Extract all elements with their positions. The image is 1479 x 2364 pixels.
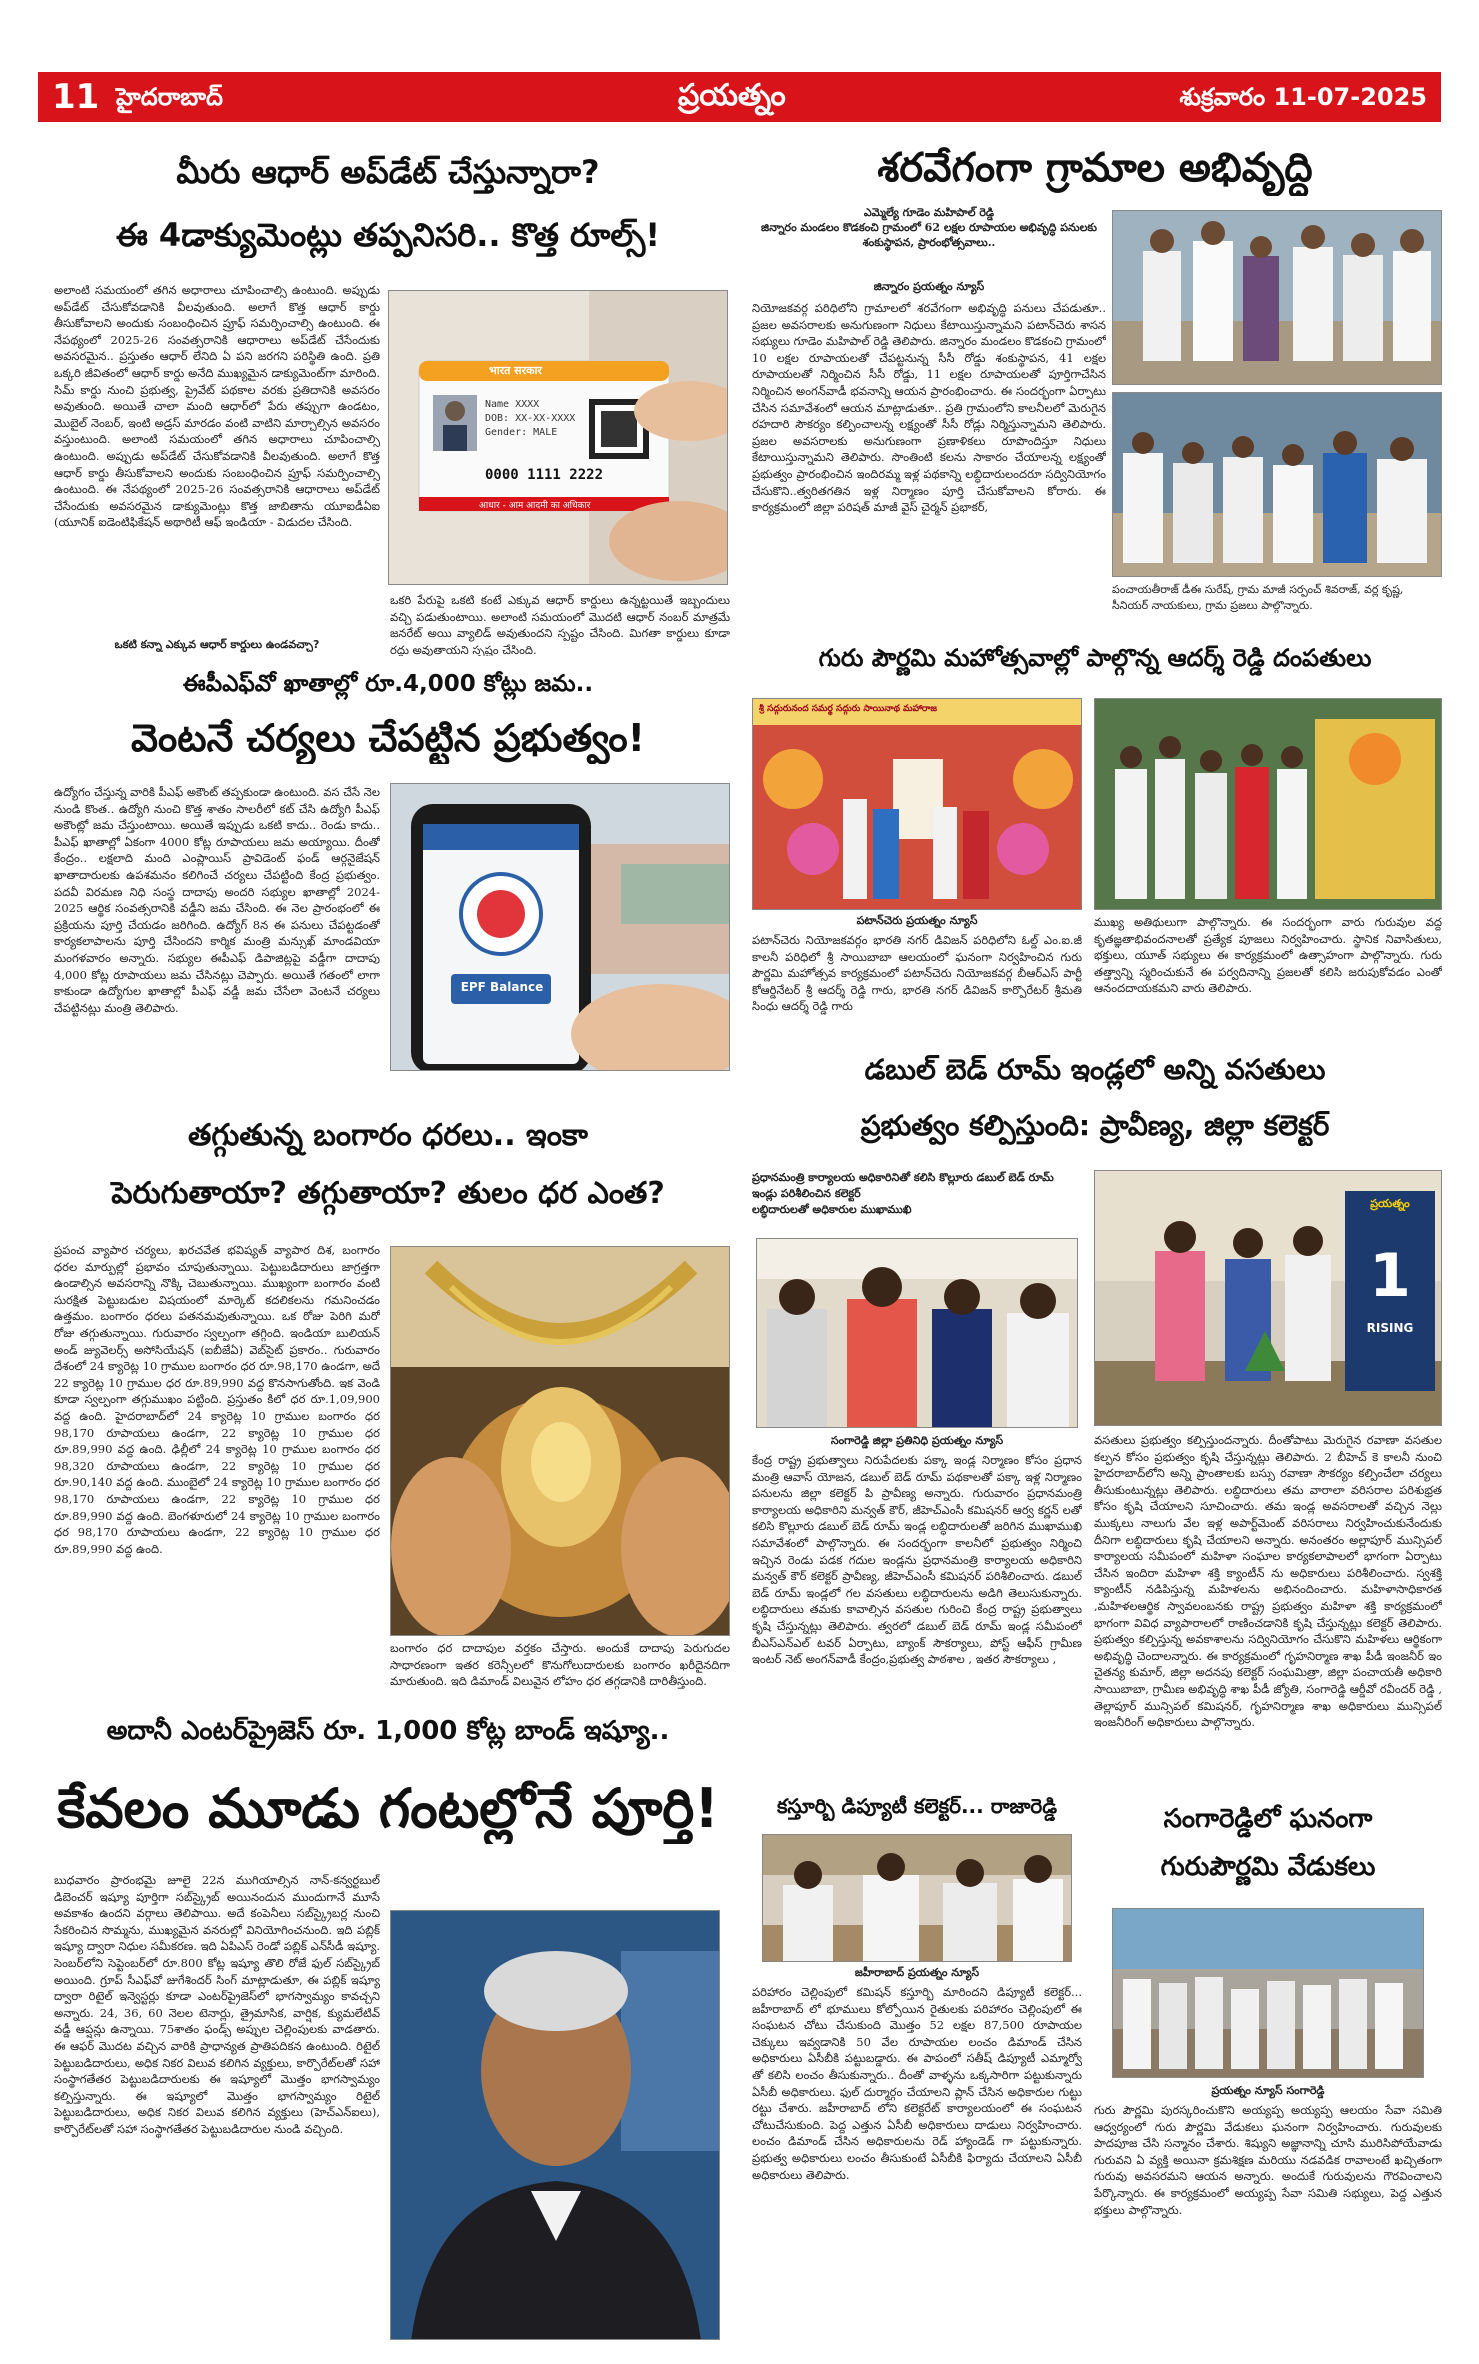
temple-banner-text: శ్రీ సద్గురునంద సమర్థ సద్గురు సాయినాథ మహారాజ xyxy=(759,704,937,714)
aadhaar-headline-2: ఈ 4డాక్యుమెంట్లు తప్పనిసరి.. కొత్త రూల్స్! xyxy=(115,216,660,254)
epf-phone-icon xyxy=(391,784,730,1071)
double-bed-headline-1: డబుల్ బెడ్ రూమ్ ఇండ్లలో అన్ని వసతులు xyxy=(864,1053,1326,1086)
adani-headline-2: కేవలం మూడు గంటల్లోనే పూర్తి! xyxy=(57,1777,719,1840)
epf-headline-1: ఈపీఎఫ్‌వో ఖాతాల్లో రూ.4,000 కోట్లు జమ.. xyxy=(182,671,594,697)
village-ceremony-icon xyxy=(1113,393,1442,577)
kasturi-photo xyxy=(762,1834,1072,1962)
aadhaar-card-icon xyxy=(389,291,728,585)
aadhaar-card-gender: Gender: MALE xyxy=(485,427,558,438)
double-bed-photo-1 xyxy=(756,1238,1078,1428)
collector-meeting-icon xyxy=(757,1239,1078,1428)
village-crowd-icon xyxy=(1113,211,1442,385)
temple-devotees-icon xyxy=(1095,699,1442,910)
double-bed-photo-2 xyxy=(1094,1170,1442,1426)
gold-body: ప్రపంచ వ్యాపార చర్యలు, ఖరచవేత భవిష్యత్ వ్యాపార దిశ, బంగారం ధరల మార్పుల్లో ప్రభావం చూపుతున్నాయి. పెట్టుబడిదారులు జాగ్రత్తగా ఉండాల్సిన అవసరాన్ని నొక్కి చెబుతున్నాయి. ముఖ్యంగా బంగారం వంటి సురక్షిత పెట్టుబడుల విషయంలో మార్కెట్ కదలికలను గమనించడం ఉత్తమం. బంగారం ధరలు పతనమవుతున్నాయి. ఒక రోజు పెరిగి మరో రోజు తగ్గుతున్నాయి. గురువారం స్వల్పంగా తగ్గింది. ఇండియా బులియన్ అండ్ జ్యువెలర్స్ అసోసియేషన్ (ఐబీజేఏ) వెబ్‌సైట్ ప్రకారం.. గురువారం దేశంలో 24 క్యారెట్ల 10 గ్రాముల బంగారం ధర రూ.98,170 ఉండగా, అదే 22 క్యారెట్ల 10 గ్రాముల ధర రూ.89,990 వద్ద కొనసాగుతోంది. ఇక వెండి కూడా స్వల్పంగా తగ్గుముఖం పట్టింది. ప్రస్తుతం కిలో ధర రూ.1,09,900 వద్ద ఉంది. హైదరాబాద్‌లో 24 క్యారెట్ల 10 గ్రాముల బంగారం ధర 98,170 రూపాయలు ఉండగా, 22 క్యారెట్ల 10 గ్రాముల ధర రూ.89,990 వద్ద ఉంది. ఢిల్లీలో 24 క్యారెట్ల 10 గ్రాముల బంగారం ధర 98,320 రూపాయలు ఉండగా, 22 క్యారెట్ల 10 గ్రాముల ధర రూ.90,140 వద్ద ఉంది. ముంబైలో 24 క్యారెట్ల 10 గ్రాముల బంగారం ధర 98,170 రూపాయలు ఉండగా, 22 క్యారెట్ల 10 గ్రాముల ధర రూ.89,990 వద్ద ఉంది. బెంగళూరులో 24 క్యారెట్ల 10 గ్రాముల బంగారం ధర 98,170 రూపాయలు ఉండగా, 22 క్యారెట్ల 10 గ్రాముల ధర రూ.89,990 వద్ద ఉంది. xyxy=(54,1243,380,1556)
kasturi-byline: జహీరాబాద్ ప్రయత్నం న్యూస్ xyxy=(854,1966,980,1979)
guru-adarsh-photo-1 xyxy=(752,698,1082,910)
village-photo-1 xyxy=(1112,210,1442,385)
gold-headline-1: తగ్గుతున్న బంగారం ధరలు.. ఇంకా xyxy=(188,1118,588,1153)
guru-adarsh-byline: పటాన్‌చెరు ప్రయత్నం న్యూస్ xyxy=(856,914,978,927)
aadhaar-subhead: ఒకటి కన్నా ఎక్కువ ఆధార్ కార్డులు ఉండవచ్చా? xyxy=(114,638,320,651)
poster-brand: ప్రయత్నం xyxy=(1370,1197,1410,1210)
adani-headline-1: అదానీ ఎంటర్‌ప్రైజెస్ రూ. 1,000 కోట్ల బాండ్ ఇష్యూ.. xyxy=(106,1716,670,1746)
guru-adarsh-body-left: పటాన్‌చెరు నియోజకవర్గం భారతి నగర్ డివిజన్ పరిధిలోని ఓల్డ్ ఎం.ఐ.జీ కాలనీ పరిధిలో శ్రీ సాయిబాబా ఆలయంలో ఘనంగా నిర్వహించిన గురు పౌర్ణమి మహోత్సవ కార్యక్రమంలో పటాన్‌చెరు నియోజకవర్గ బీఆర్‌ఎస్ పార్టీ కోఆర్డినేటర్ శ్రీ ఆదర్శ్ రెడ్డి గారు, భారతి నగర్ డివిజన్ కార్పొరేటర్ శ్రీమతి సింధు ఆదర్శ్ రెడ్డి గారు xyxy=(752,933,1082,1014)
aadhaar-card-dob: DOB: XX-XX-XXXX xyxy=(485,413,576,424)
village-photo-2 xyxy=(1112,392,1442,577)
double-bed-byline: సంగారెడ్డి జిల్లా ప్రతినిధి ప్రయత్నం న్యూస్ xyxy=(830,1434,1004,1447)
gold-headline-2: పెరుగుతాయా? తగ్గుతాయా? తులం ధర ఎంత? xyxy=(111,1176,665,1211)
village-headline: శరవేగంగా గ్రామాల అభివృద్ధి xyxy=(877,145,1313,191)
page-number: 11 xyxy=(52,77,100,117)
aadhaar-card-photo xyxy=(388,290,728,585)
double-bed-body-right: వసతులు ప్రభుత్వం కల్పిస్తుందన్నారు. దీంతోపాటు మెరుగైన రవాణా వసతుల కల్పన కోసం ప్రభుత్వం కృషి చేస్తున్నట్లు తెలిపారు. 2 బీహెచ్ కె కాలనీ నుంచి హైదరాబాద్‌లోని అన్ని ప్రాంతాలకు బస్సు రవాణా సౌకర్యం కల్పించేలా చర్యలు తీసుకుంటున్నట్లు తెలిపారు. లబ్ధిదారులు తమ వారాలా వరిసరాల పరిశుభ్రత కోసం కృషి చేయాలని సూచించారు. తమ ఇండ్ల అవసరాలతో వచ్చిన నెల్లు ముక్కలు నాలుగు వేల ఇళ్ల అపార్ట్‌మెంట్ వరిసరాలు నిర్వహించుకునేందుకు దీనిగా లబ్ధిదారులు కృషి చేయాలని అన్నారు. అనంతరం అల్లాపూర్ మున్సిపల్ కార్యాలయ సమీపంలో మహిళా సంఘాల కార్యకలాపాలలో భాగంగా ఏర్పాటు చేసిన ఇందిరా మహిళా శక్తి క్యాంటీన్ ను అధికారులు పరిశీలించారు. స్వశక్తి క్యాంటీన్ నడిపిస్తున్న మహిళలను అభినందించారు. మహిళాసాధికారత ,మహిళలఆర్థిక స్వావలంబనకు రాష్ట్ర ప్రభుత్వం మహిళా శక్తి కార్యక్రమంలో భాగంగా వివిధ వ్యాపారాలలో రాణించడానికి కృషి చేస్తున్నట్లు కలెక్టర్ తెలిపారు. ప్రభుత్వం కల్పిస్తున్న అవకాశాలను సద్వినియోగం చేసుకొని మహిళలు ఆర్థికంగా అభివృద్ధి చెందాలన్నారు. ఈ కార్యక్రమంలో గృహనిర్మాణ శాఖ పీడీ ఇంజనీర్ ఇం చైతన్య కుమార్, జిల్లా అదనపు కలెక్టర్ సంఘమిత్రా, జిల్లా పంచాయతీ అధికారి సాయిబాబా, గ్రామీణ అభివృద్ధి శాఖ పీడీ జ్యోతి, సంగారెడ్డి ఆర్డీవో రవీందర్ రెడ్డి , తెల్లాపూర్ మున్సిపల్ కమిషనర్, గృహనిర్మాణ శాఖ అధికారులు మున్సిపల్ ఇంజనీరింగ్ అధికారులు పాల్గొన్నారు. xyxy=(1094,1433,1442,1730)
double-bed-body-left: కేంద్ర రాష్ట్ర ప్రభుత్వాలు నిరుపేదలకు పక్కా ఇండ్ల నిర్మాణం కోసం ప్రధాన మంత్రి ఆవాస్ యోజన, డబుల్ బెడ్ రూమ్ పథకాలతో పక్కా ఇళ్ల నిర్మాణం పనులను జిల్లా కలెక్టర్ పి ప్రావీణ్య అన్నారు. గురువారం ప్రధానమంత్రి కార్యాలయ అధికారిని మన్వత్ కౌర్, జీహెచ్ఎంసీ కమిషనర్ ఆర్వ కర్ణన్ లతో కలిసి కొల్లూరు డబుల్ బెడ్ రూమ్ ఇండ్ల లబ్ధిదారులతో జరిగిన ముఖాముఖి సమావేశంలో పాల్గొన్నారు. ఈ సందర్భంగా కాలనీలో ప్రభుత్వం నిర్మించి ఇచ్చిన రెండు పడక గదుల ఇండ్లను ప్రధానమంత్రి కార్యాలయ అధికారిని మన్వత్ కౌర్ కలెక్టర్ ప్రావీణ్య, జీహెచ్ఎంసీ కమిషనర్ పరిశీలించారు. డబుల్ బెడ్ రూమ్ ఇండ్లలో గల వసతులు లబ్ధిదారులను అడిగి తెలుసుకున్నారు. లబ్ధిదారులు తమకు కావాల్సిన వసతుల గురించి కేంద్ర రాష్ట్ర ప్రభుత్వాలు కృషి చేస్తున్నట్లు తెలిపారు. త్వరలో డబుల్ బెడ్ రూమ్ ఇండ్ల సమీపంలో బీఎస్ఎన్ఎల్ టవర్ ఏర్పాటు, బ్యాంక్ సౌకర్యాలు, పోస్ట్ ఆఫీస్ గ్రామీణ ఇంటర్ నెట్ అంగన్‌వాడీ కేంద్రం,ప్రభుత్వ పాఠశాల , ఇతర సౌకర్యాలు , xyxy=(752,1453,1082,1667)
poster-label: RISING xyxy=(1366,1321,1414,1335)
kasturi-body: పరిహారం చెల్లింపులో కమిషన్ కస్తూర్బి మారిందని డిప్యూటీ కలెక్టర్... జహీరాబాద్ లో భూములు కోల్పోయిన రైతులకు పరిహారం చెల్లింపులో ఈ సంఘటన చోటు చేసుకుంది మొత్తం 52 లక్షల 87,500 రూపాయల చెక్కులు ఇవ్వడానికి 50 వేల రూపాయల లంచం డిమాండ్ చేసిన అధికారులు ఏసీబీకి పట్టుబడ్డారు. ఈ పాపంలో సతీష్ డిప్యూటీ ఎమ్మార్వో తో కలిసి లంచం తీసుకున్నారు.. దీంతో వాళ్ళను ఒక్కసారిగా పట్టుకున్నారు ఏసీబీ అధికారులు. ఫుల్ దుర్మార్గం చేయాలని ప్లాన్ చేసిన అధికారుల గుట్టు రట్టు చేశారు. జహీరాబాద్ లోని కలెక్టరేట్ కార్యాలయంలో ఈ సంఘటన చోటుచేసుకుంది. పెద్ద ఎత్తున ఏసీబీ అధికారులు దాడులు నిర్వహించారు. లంచం డిమాండ్ చేసిన అధికారులను రెడ్ హ్యాండెడ్ గా పట్టుకున్నారు. ప్రభుత్వ అధికారులు లంచం తీసుకుంటే ఏసీబీకి ఫిర్యాదు చేయాలని ఏసీబీ అధికారులు తెలిపారు. xyxy=(752,1985,1082,2182)
village-byline: జిన్నారం ప్రయత్నం న్యూస్ xyxy=(873,280,985,293)
adani-portrait-photo xyxy=(390,1910,720,2340)
epf-phone-photo xyxy=(390,783,730,1071)
aadhaar-card-footer: आधार - आम आदमी का अधिकार xyxy=(479,501,591,511)
gold-jewellery-photo xyxy=(390,1246,730,1636)
sangareddy-headline-2: గురుపౌర్ణమి వేడుకలు xyxy=(1160,1852,1376,1882)
guru-adarsh-headline: గురు పౌర్ణమి మహోత్సవాల్లో పాల్గొన్న ఆదర్శ్ రెడ్డి దంపతులు xyxy=(818,644,1372,672)
guru-adarsh-body-right: ముఖ్య అతిథులుగా పాల్గొన్నారు. ఈ సందర్భంగా వారు గురువుల వద్ద కృతజ్ఞతాభివందనాలతో ప్రత్యేక పూజలు నిర్వహించారు. స్థానిక నివాసితులు, భక్తులు, యూత్ సభ్యులు ఈ కార్యక్రమంలో ఉత్సాహంగా పాల్గొన్నారు. గురు తత్త్వాన్ని స్మరించుకునే ఈ పర్వదినాన్ని ప్రజలతో కలిసి జరుపుకోవడం ఎంతో ఆనందదాయకమని వారు తెలిపారు. xyxy=(1094,915,1442,996)
aadhaar-card-number: 0000 1111 2222 xyxy=(485,467,604,483)
epf-balance-label: EPF Balance xyxy=(460,980,544,994)
gold-body-right: బంగారం ధర దాదాపుల వర్తకం చేస్తారు. అందుకే దాదాపు పెరుగుదల సాధారణంగా ఇతర కరెన్సీలలో కొనుగోలుదారులకు బంగారం ఖరీదైనదిగా మారుతుంది. ఇది డిమాండ్ విలువైన లోహం ధర తగ్గడానికి దారితీస్తుంది. xyxy=(390,1641,730,1689)
temple-pooja-icon xyxy=(753,699,1082,910)
paper-name: ప్రయత్నం xyxy=(678,78,786,113)
sangareddy-byline: ప్రయత్నం న్యూస్ సంగారెడ్డి xyxy=(1211,2084,1325,2097)
aadhaar-body-right: ఒకరి పేరుపై ఒకటి కంటే ఎక్కువ ఆధార్ కార్డులు ఉన్నట్టయితే ఇబ్బందులు వచ్చి పడుతుంటాయి. అలాంటి సమయంలో మొదటి ఆధార్ నంబర్ మాత్రమే జనరేట్ అయి వ్యాలిడ్ అవుతుందని స్పష్టం చేసింది. మిగతా కార్డులు కూడా రద్దు అవుతాయని స్పష్టం చేసింది. xyxy=(390,593,730,656)
poster-number: 1 xyxy=(1369,1241,1411,1311)
aadhaar-headline-1: మీరు ఆధార్ అప్‌డేట్ చేస్తున్నారా? xyxy=(176,153,600,191)
village-body: నియోజకవర్గ పరిధిలోని గ్రామాలలో శరవేగంగా అభివృద్ధి పనులు చేపడుతూ.. ప్రజల అవసరాలకు అనుగుణంగా నిధులు కేటాయిస్తున్నామని పటాన్‌చెరు శాసన సభ్యులు గూడెం మహిపాల్ రెడ్డి తెలిపారు. జిన్నారం మండలం కొడకంచి గ్రామంలో 10 లక్షల రూపాయలతో చేపట్టనున్న సీసీ రోడ్డు శంకుస్థాపన, 41 లక్షల రూపాయలతో నిర్మించిన సీసీ రోడ్డు, 11 లక్షల రూపాయలతో పూర్తిగాచేసిన నిర్మించిన అంగన్‌వాడీ భవనాన్ని ఆయన ప్రారంభించారు. ఈ సందర్భంగా ఏర్పాటు చేసిన సమావేశంలో ఆయన మాట్లాడుతూ.. ప్రతి గ్రామంలోని కాలనీలలో మెరుగైన రహదారి సౌకర్యం కల్పించాలన్న లక్ష్యంతో సీసీ రోడ్లు నిర్మిస్తున్నామని తెలిపారు. ప్రజల అవసరాలకు అనుగుణంగా ప్రణాళికలు రూపొందిస్తూ నిధులు కేటాయిస్తున్నామని తెలిపారు. సొంతింటి కలను సాకారం చేయాలన్న లక్ష్యంతో ప్రభుత్వం ప్రారంభించిన ఇందిరమ్మ ఇళ్ల పథకాన్ని లబ్ధిదారులందరూ సద్వినియోగం చేసుకొని..త్వరితగతిన ఇళ్ల నిర్మాణం పూర్తి చేసుకోవాలని కోరారు. ఈ కార్యక్రమంలో జిల్లా పరిషత్ మాజీ వైస్ చైర్మన్ ప్రభాకర్, xyxy=(752,301,1106,515)
edition-city: హైదరాబాద్ xyxy=(116,83,223,111)
aadhaar-card-name: Name XXXX xyxy=(485,399,540,410)
epf-headline-2: వెంటనే చర్యలు చేపట్టిన ప్రభుత్వం! xyxy=(130,716,645,760)
sangareddy-photo xyxy=(1112,1908,1424,2078)
kasturi-headline: కస్తూర్బి డిప్యూటీ కలెక్టర్... రాజారెడ్డి xyxy=(776,1794,1058,1818)
village-caption: పంచాయతీరాజ్ డీఈ సురేష్, గ్రామ మాజీ సర్పంచ్ శివరాజ్, వర్ల కృష్ణ, సీనియర్ నాయకులు, గ్రామ ప్రజలు పాల్గొన్నారు. xyxy=(1112,583,1404,612)
guru-adarsh-photo-2 xyxy=(1094,698,1442,910)
aadhaar-card-header: भारत सरकार xyxy=(489,364,542,377)
adani-portrait-icon xyxy=(391,1911,720,2340)
masthead xyxy=(38,72,1441,122)
sangareddy-body: గురు పౌర్ణమి పురస్కరించుకొని అయ్యప్ప అయ్యప్ప ఆలయం సేవా సమితి ఆధ్వర్యంలో గురు పౌర్ణమి వేడుకలు ఘనంగా నిర్వహించారు. గురువులకు పాదపూజ చేసి సన్మానం చేశారు. శిష్యుని అజ్ఞానాన్ని చూసి మురిసిపోయేవాడు గురువని ఏ వ్యక్తి అయినా క్రమశిక్షణ మరియు నడవడిక రావాలంటే ఖచ్చితంగా గురువు అవసరమని ఆయన అన్నారు. అందుకే గురువులను గౌరవించాలని పేర్కొన్నారు. ఈ కార్యక్రమంలో అయ్యప్ప సేవా సమితి సభ్యులు, పెద్ద ఎత్తున భక్తులు పాల్గొన్నారు. xyxy=(1094,2103,1442,2217)
aadhaar-body: అలాంటి సమయంలో తగిన అధారాలు చూపించాల్సి ఉంటుంది. అప్పుడు అప్‌డేట్ చేసుకోవడానికి వీలవుతుంది. అలాగే కొత్త ఆధార్ కార్డు తీసుకోవాలని అందుకు సంబంధించిన ప్రూఫ్ సమర్పించాల్సి ఉంటుంది. ఈ నేపథ్యంలో 2025-26 సంవత్సరానికి ఆధారాలు అప్‌డేట్ చేసేందుకు అవసరమైన.. ప్రస్తుతం ఆధార్ లేనిది ఏ పని జరగని పరిస్థితి ఉంది. ప్రతి ఒక్కరి జీవితంలో ఆధార్ కార్డు అనేది ముఖ్యమైన డాక్యుమెంట్‌గా మారింది. సిమ్ కార్డు నుంచి ప్రభుత్వ, ప్రైవేట్ పథకాల వరకు ప్రతిదానికి అవసరం అవుతుంది. అయితే చాలా మంది ఆధార్‌లో పేరు తప్పుగా ఉండటం, మొబైల్ నెంబర్, ఇంటి అడ్రస్ మారడం వంటి వాటిని మార్చాల్సిన అవసరం వస్తుంటుంది. అలాంటి సమయంలో తగిన అధారాలు చూపించాల్సి ఉంటుంది. అప్పుడు అప్‌డేట్ చేసుకోవడానికి వీలవుతుంది. అలాగే కొత్త ఆధార్ కార్డు తీసుకోవాలని అందుకు సంబంధించిన ప్రూఫ్ సమర్పించాల్సి ఉంటుంది. ఈ నేపథ్యంలో 2025-26 సంవత్సరానికి ఆధారాలు అప్‌డేట్ చేసేందుకు అవసరమైన డాక్యుమెంట్లు కొత్త జాబితాను యూఐడీఏఐ (యూనిక్ ఐడెంటిఫికేషన్ అథారిటీ ఆఫ్ ఇండియా - విడుదల చేసింది. xyxy=(54,283,380,530)
adani-body: బుధవారం ప్రారంభమై జూలై 22న ముగియాల్సిన నాన్-కన్వర్టబుల్ డిబెంచర్ ఇష్యూ పూర్తిగా సబ్‌స్క్రైబ్ అయినందున ముందుగానే మూసే అవకాశం ఉందని వర్గాలు తెలిపాయి. అదే కంపెనీలు సబ్‌స్క్రైబర్ల నుంచి సేకరించిన సొమ్మను, ముఖ్యమైన వనరుల్లో వినియోగించనుంది. ఇది పబ్లిక్ ఇష్యూ ద్వారా నిధుల సమీకరణ. ఇది ఏపిఎస్ రెండో పబ్లిక్ ఎన్‌సీడీ ఇష్యూ. సెంబర్‌లోని సెప్టెంబర్‌లో రూ.800 కోట్ల ఇష్యూ తొలి రోజే ఫుల్ సబ్‌స్క్రైబ్ అయింది. గ్రూప్ సీఎఫ్‌వో జుగేశిందర్ సింగ్ మాట్లాడుతూ, ఈ పబ్లిక్ ఇష్యూ ద్వారా రిటైల్ ఇన్వెస్టర్లు కూడా ఎంటర్‌ప్రైజెస్‌లో భాగస్వామ్యం కావచ్చని అన్నారు. 24, 36, 60 నెలల టెనార్లు, త్రైమాసిక, వార్షిక, క్యుమలేటివ్ వడ్డీ ఆప్షన్లు ఉన్నాయి. 75శాతం ఫండ్స్ అప్పుల చెల్లింపులకు వాడతారు. ఈ ఆఫర్ మొదట వచ్చిన వారికి ప్రాధాన్యత ప్రాతిపదికన ఉంటుంది. రిటైల్ పెట్టుబడిదారులు, అధిక నికర విలువ కలిగిన వ్యక్తులు, కార్పొరేట్‌లతో సహా సంస్థాగతేతర పెట్టుబడిదారులకు ఈ ఇష్యూలో మొత్తం భాగస్వామ్యం కల్పిస్తున్నారు. ఈ ఇష్యూలో మొత్తం భాగస్వామ్యం రిటైల్ పెట్టుబడిదారులు, అధిక నికర విలువ కలిగిన వ్యక్తులు (హెచ్‌ఎన్‌ఐలు), కార్పొరేట్‌లతో సహా సంస్థాగతేతర పెట్టుబడిదారుల నుండి వచ్చింది. xyxy=(54,1873,380,2136)
epf-body: ఉద్యోగం చేస్తున్న వారికి పీఎఫ్ అకౌంట్ తప్పకుండా ఉంటుంది. వస చేసే నెల నుండి కొంత.. ఉద్యోగి నుంచి కొత్త శాతం సాలరీలో కట్ చేసి ఉద్యోగి పీఎఫ్ అకౌంట్లో జమ చేస్తుంటాయి. అయితే ఇప్పుడు ఒకటి కాదు.. రెండు కాదు.. పీఎఫ్ ఖాతాల్లో ఏకంగా 4000 కోట్ల రూపాయలు జమ అయ్యాయి. దీంతో కేంద్రం.. లక్షలాది మంది ఎంప్లాయిస్ ప్రావిడెంట్ ఫండ్ ఆర్గనైజేషన్ ఖాతాదారులకు ఉపశమనం కలిగించే చర్యలు చేపట్టింది కేంద్ర ప్రభుత్వం. పదవీ విరమణ నిధి సంస్థ దాదాపు అందరి సభ్యుల ఖాతాల్లో 2024-2025 ఆర్థిక సంవత్సరానికి వడ్డీని జమ చేసింది. ఈ నెల ప్రారంభంలో ఈ ప్రక్రియను పూర్తి చేయడం జరిగింది. ఉద్యోగ్ 8న ఈ పనులు చేపట్టడంతో కార్యకలాపాలను పూర్తి చేసిందని కార్మిక మంత్రి మన్సుఖ్ మాండవియా మంగళవారం అన్నారు. సభ్యుల ఈపీఎఫ్ డిపాజిట్లపై వడ్డీగా దాదాపు 4,000 కోట్ల రూపాయలు జమ చేసినట్లు చెప్పారు. అయితే గతంలో లాగా కాకుండా ఉద్యోగుల ఖాతాల్లో పీఎఫ్ వడ్డీ జమ చేసేలా వెంటనే చర్యలు చేపట్టినట్లు మంత్రి తెలిపారు. xyxy=(54,785,380,1015)
double-bed-headline-2: ప్రభుత్వం కల్పిస్తుంది: ప్రావీణ్య, జిల్లా కలెక్టర్ xyxy=(860,1109,1330,1142)
issue-date: శుక్రవారం 11-07-2025 xyxy=(1179,83,1427,111)
sangareddy-headline-1: సంగారెడ్డిలో ఘనంగా xyxy=(1163,1804,1373,1834)
double-bed-intro: ప్రధానమంత్రి కార్యాలయ అధికారినితో కలిసి కొల్లూరు డబుల్ బెడ్ రూమ్ ఇండ్లు పరిశీలించిన కలెక్టర్ లబ్ధిదారులతో అధికారుల ముఖాముఖి xyxy=(752,1171,1054,1216)
gurupournami-gathering-icon xyxy=(1113,1909,1424,2078)
gold-jewellery-icon xyxy=(391,1247,730,1636)
village-subhead: ఎమ్మెల్యే గూడెం మహిపాల్ రెడ్డి జిన్నారం మండలం కొడకంచి గ్రామంలో 62 లక్షల రూపాయల అభివృద్ధి పనులకు శంకుస్థాపన, ప్రారంభోత్సవాలు.. xyxy=(761,206,1097,249)
office-meeting-icon xyxy=(763,1835,1072,1962)
